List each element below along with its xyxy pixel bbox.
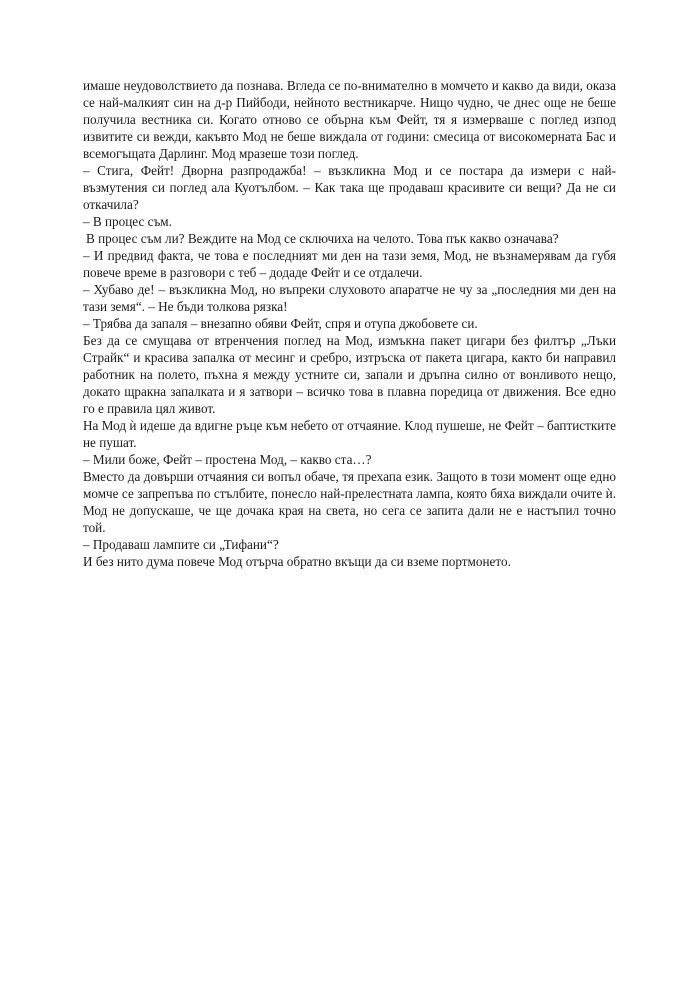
paragraph: И без нито дума повече Мод отърча обратно вкъщи да си вземе портмонето. [83,554,511,569]
paragraph: Вместо да довърши отчаяния си вопъл обаче, тя прехапа език. Защото в този момент още едно момче се запрепъва по стълбите, понесло най-прелестната лампа, която бяха виждали очите ѝ. Мод не допускаше, че ще дочака края на света, но сега се запита дали не е настъпил точно той. [83,469,616,535]
dialogue-paragraph: – В процес съм. [83,214,172,229]
dialogue-paragraph: – И предвид факта, че това е последният ми ден на тази земя, Мод, не възнамерявам да губя повече време в разговори с теб – додаде Фейт и се отдалечи. [83,248,616,280]
paragraph: Без да се смущава от втренчения поглед на Мод, измъкна пакет цигари без филтър „Лъки Страйк“ и красива запалка от месинг и сребро, изтръска от пакета цигара, както би направил работник на полето, пъхна я между устните си, запали и дръпна силно от вонливото нещо, докато щракна запалката и я затвори – всичко това в плавна поредица от движения. Все едно го е правила цял живот. [83,333,616,416]
dialogue-paragraph: – Хубаво де! – възкликна Мод, но въпреки слуховото апаратче не чу за „последния ми ден на тази земя“. – Не бъди толкова рязка! [83,282,616,314]
dialogue-paragraph: – Мили боже, Фейт – простена Мод, – какво ста…? [83,452,372,467]
paragraph: В процес съм ли? Веждите на Мод се сключиха на челото. Това пък какво означава? [86,231,559,246]
body-text [83,77,616,570]
paragraph: имаше неудоволствието да познава. Вгледа се по-внимателно в момчето и какво да види, оказа се най-малкият син на д-р Пийбоди, нейното вестникарче. Нищо чудно, че днес още не беше получила вестника си. Когато отново се обърна към Фейт, тя я измерваше с поглед изпод извитите си вежди, какъвто Мод не беше виждала от години: смесица от високомерната Бас и всемогъщата Дарлинг. Мод мразеше този поглед. [83,78,616,161]
dialogue-paragraph: – Продаваш лампите си „Тифани“? [83,537,279,552]
dialogue-paragraph: – Стига, Фейт! Дворна разпродажба! – възкликна Мод и се постара да измери с най-възмутения си поглед ала Куотълбом. – Как така ще продаваш красивите си вещи? Да не си откачила? [83,163,616,212]
paragraph: На Мод ѝ идеше да вдигне ръце към небето от отчаяние. Клод пушеше, не Фейт – баптистките не пушат. [83,418,616,450]
dialogue-paragraph: – Трябва да запаля – внезапно обяви Фейт, спря и отупа джобовете си. [83,316,478,331]
